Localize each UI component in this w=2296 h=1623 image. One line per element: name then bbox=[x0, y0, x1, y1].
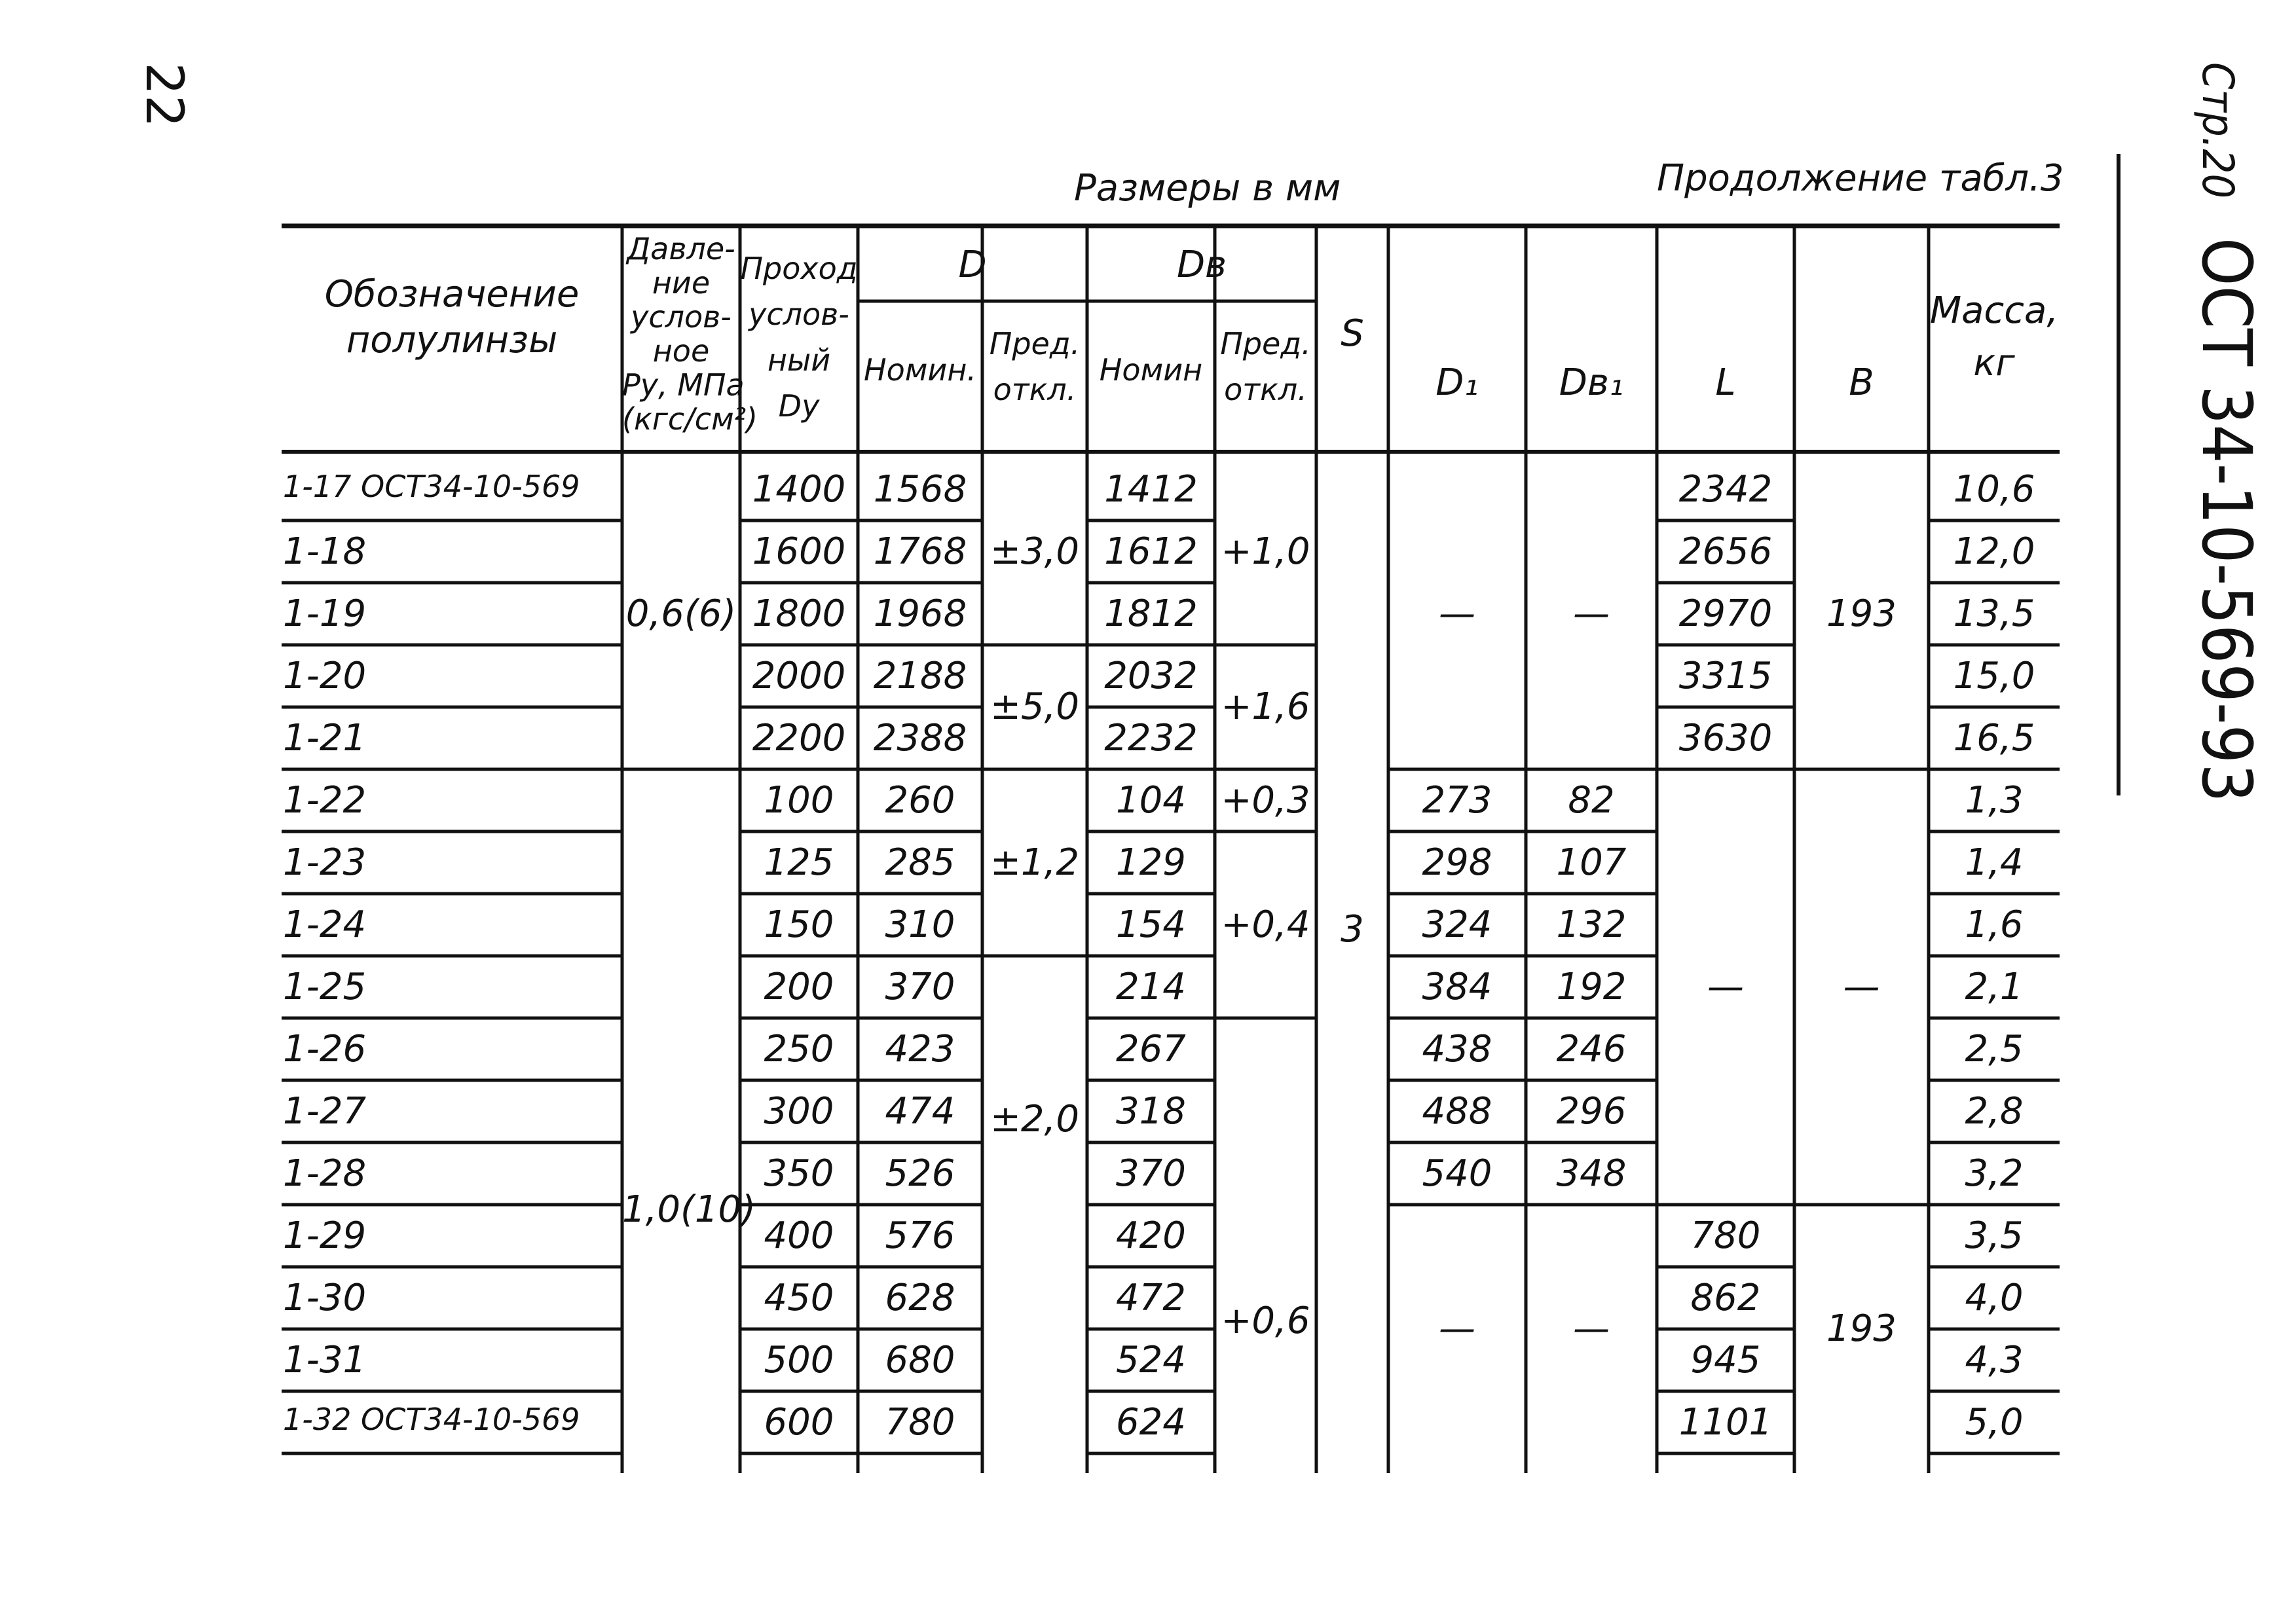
d-nominal-cell: 680 bbox=[885, 1339, 955, 1381]
db-nominal-cell: 1812 bbox=[1104, 593, 1198, 635]
passage-cell: 1400 bbox=[752, 468, 846, 511]
passage-cell: 500 bbox=[764, 1339, 834, 1381]
header-mass: Масса, bbox=[1929, 289, 2059, 332]
l-cell: 862 bbox=[1690, 1277, 1761, 1319]
header-d-nominal: Номин. bbox=[863, 352, 977, 388]
db-nominal-cell: 370 bbox=[1116, 1152, 1186, 1195]
header-designation: Обозначение bbox=[324, 273, 580, 316]
header-s: S bbox=[1341, 312, 1364, 355]
db1-cell: 132 bbox=[1556, 903, 1627, 946]
db-nominal-cell: 129 bbox=[1116, 841, 1186, 884]
mass-cell: 10,6 bbox=[1953, 468, 2035, 511]
header-designation: полулинзы bbox=[346, 319, 558, 361]
mass-cell: 15,0 bbox=[1953, 655, 2035, 697]
d-tolerance-c: ±1,2 bbox=[990, 841, 1079, 884]
passage-cell: 1800 bbox=[752, 593, 846, 635]
header-passage: Dу bbox=[778, 388, 820, 424]
header-db: Dв bbox=[1176, 244, 1227, 286]
db1-cell: 82 bbox=[1568, 779, 1615, 822]
s-merged: 3 bbox=[1341, 908, 1364, 951]
mass-cell: 1,4 bbox=[1965, 841, 2024, 884]
caption-table-continued: Продолжение табл.3 bbox=[1657, 157, 2064, 200]
db-nominal-cell: 267 bbox=[1116, 1028, 1186, 1070]
db-nominal-cell: 318 bbox=[1116, 1090, 1186, 1133]
passage-cell: 1600 bbox=[752, 530, 846, 573]
d-nominal-cell: 628 bbox=[885, 1277, 955, 1319]
mass-cell: 5,0 bbox=[1965, 1401, 2024, 1444]
d1-dash-b: — bbox=[1439, 1307, 1475, 1350]
db1-cell: 192 bbox=[1556, 966, 1627, 1008]
db-nominal-cell: 2032 bbox=[1104, 655, 1198, 697]
d1-cell: 324 bbox=[1422, 903, 1492, 946]
mass-cell: 2,5 bbox=[1965, 1028, 2024, 1070]
mass-cell: 2,1 bbox=[1965, 966, 2024, 1008]
d-nominal-cell: 526 bbox=[885, 1152, 955, 1195]
designation-cell: 1-25 bbox=[283, 966, 367, 1008]
passage-cell: 150 bbox=[764, 903, 834, 946]
l-cell: 945 bbox=[1690, 1339, 1761, 1381]
mass-cell: 2,8 bbox=[1965, 1090, 2024, 1133]
d-tolerance-a: ±3,0 bbox=[990, 530, 1079, 573]
passage-cell: 300 bbox=[764, 1090, 834, 1133]
db-nominal-cell: 624 bbox=[1116, 1401, 1186, 1444]
passage-cell: 250 bbox=[764, 1028, 834, 1070]
db-tolerance-a: +1,0 bbox=[1221, 530, 1310, 573]
designation-cell: 1-20 bbox=[283, 655, 367, 697]
header-b: B bbox=[1849, 361, 1874, 404]
designation-cell: 1-18 bbox=[283, 530, 367, 573]
caption-sizes-unit: Размеры в мм bbox=[1074, 167, 1341, 210]
header-db-nominal: Номин bbox=[1099, 352, 1203, 388]
db-tolerance-b: +1,6 bbox=[1221, 685, 1310, 728]
db-nominal-cell: 472 bbox=[1116, 1277, 1186, 1319]
d-nominal-cell: 310 bbox=[885, 903, 955, 946]
db-nominal-cell: 1612 bbox=[1104, 530, 1198, 573]
passage-cell: 200 bbox=[764, 966, 834, 1008]
designation-cell: 1-32 ОСТ34-10-569 bbox=[283, 1402, 580, 1437]
d1-dash-a: — bbox=[1439, 592, 1475, 635]
header-d-tolerance: Пред. bbox=[989, 326, 1081, 361]
d1-cell: 488 bbox=[1422, 1090, 1492, 1133]
d-nominal-cell: 260 bbox=[885, 779, 955, 822]
side-standard-number: ОСТ 34-10-569-93 bbox=[2187, 237, 2267, 803]
l-cell: 1101 bbox=[1678, 1401, 1773, 1444]
d-tolerance-d: ±2,0 bbox=[990, 1098, 1079, 1140]
mass-cell: 1,6 bbox=[1965, 903, 2024, 946]
mass-cell: 12,0 bbox=[1953, 530, 2035, 573]
d-nominal-cell: 370 bbox=[885, 966, 955, 1008]
d-nominal-cell: 2388 bbox=[873, 717, 967, 759]
designation-cell: 1-17 ОСТ34-10-569 bbox=[283, 469, 580, 504]
mass-cell: 4,0 bbox=[1965, 1277, 2024, 1319]
d-nominal-cell: 1968 bbox=[873, 593, 967, 635]
db1-cell: 348 bbox=[1556, 1152, 1627, 1195]
header-db-tolerance: откл. bbox=[1224, 372, 1307, 407]
pressure-merged-a: 0,6(6) bbox=[625, 592, 737, 635]
header-passage: Проход bbox=[740, 251, 858, 286]
db1-cell: 107 bbox=[1556, 841, 1627, 884]
l-dash: — bbox=[1707, 965, 1744, 1008]
d-nominal-cell: 1768 bbox=[873, 530, 967, 573]
l-cell: 3315 bbox=[1678, 655, 1773, 697]
header-l: L bbox=[1715, 361, 1736, 404]
db-nominal-cell: 524 bbox=[1116, 1339, 1186, 1381]
mass-cell: 1,3 bbox=[1965, 779, 2024, 822]
db-nominal-cell: 154 bbox=[1116, 903, 1186, 946]
designation-cell: 1-24 bbox=[283, 903, 367, 946]
header-pressure: Давле- bbox=[627, 231, 735, 266]
l-cell: 3630 bbox=[1678, 717, 1773, 759]
passage-cell: 125 bbox=[764, 841, 834, 884]
header-pressure: ние bbox=[652, 265, 711, 301]
header-db-tolerance: Пред. bbox=[1220, 326, 1311, 361]
passage-cell: 600 bbox=[764, 1401, 834, 1444]
header-pressure: (кгс/см²) bbox=[622, 401, 758, 437]
designation-cell: 1-31 bbox=[283, 1339, 367, 1381]
header-pressure: услов- bbox=[631, 299, 731, 335]
mass-cell: 3,5 bbox=[1965, 1214, 2024, 1257]
db-tolerance-e: +0,6 bbox=[1221, 1299, 1310, 1342]
d-nominal-cell: 2188 bbox=[873, 655, 967, 697]
designation-cell: 1-30 bbox=[283, 1277, 367, 1319]
db-nominal-cell: 1412 bbox=[1104, 468, 1198, 511]
l-cell: 780 bbox=[1690, 1214, 1761, 1257]
designation-cell: 1-28 bbox=[283, 1152, 367, 1195]
passage-cell: 450 bbox=[764, 1277, 834, 1319]
db1-cell: 246 bbox=[1556, 1028, 1627, 1070]
header-mass: кг bbox=[1973, 342, 2015, 384]
designation-cell: 1-26 bbox=[283, 1028, 367, 1070]
passage-cell: 2000 bbox=[752, 655, 846, 697]
b-merged-a: 193 bbox=[1826, 592, 1897, 635]
header-pressure: Ру, МПа bbox=[622, 367, 745, 403]
d-tolerance-b: ±5,0 bbox=[990, 685, 1079, 728]
designation-cell: 1-19 bbox=[283, 593, 367, 635]
d-nominal-cell: 1568 bbox=[873, 468, 967, 511]
l-cell: 2970 bbox=[1678, 593, 1773, 635]
db-tolerance-d: +0,4 bbox=[1221, 903, 1310, 946]
db-tolerance-c: +0,3 bbox=[1221, 778, 1310, 822]
designation-cell: 1-29 bbox=[283, 1214, 367, 1257]
d-nominal-cell: 423 bbox=[885, 1028, 955, 1070]
mass-cell: 13,5 bbox=[1953, 593, 2035, 635]
b-merged-b: 193 bbox=[1826, 1307, 1897, 1350]
d1-cell: 540 bbox=[1422, 1152, 1492, 1195]
db-nominal-cell: 2232 bbox=[1104, 717, 1198, 759]
header-passage: услов- bbox=[749, 297, 849, 332]
db-nominal-cell: 104 bbox=[1116, 779, 1186, 822]
l-cell: 2342 bbox=[1678, 468, 1773, 511]
mass-cell: 4,3 bbox=[1965, 1339, 2024, 1381]
d-nominal-cell: 576 bbox=[885, 1214, 955, 1257]
designation-cell: 1-22 bbox=[283, 779, 367, 822]
d1-cell: 438 bbox=[1422, 1028, 1492, 1070]
passage-cell: 2200 bbox=[752, 717, 846, 759]
header-db1: Dв₁ bbox=[1559, 361, 1624, 404]
passage-cell: 100 bbox=[764, 779, 834, 822]
passage-cell: 400 bbox=[764, 1214, 834, 1257]
db1-cell: 296 bbox=[1556, 1090, 1627, 1133]
db1-dash-b: — bbox=[1573, 1307, 1610, 1350]
l-cell: 2656 bbox=[1678, 530, 1773, 573]
d1-cell: 273 bbox=[1422, 779, 1492, 822]
header-d: D bbox=[958, 244, 987, 286]
header-passage: ный bbox=[767, 342, 831, 378]
designation-cell: 1-21 bbox=[283, 717, 367, 759]
db-nominal-cell: 214 bbox=[1116, 966, 1186, 1008]
designation-cell: 1-23 bbox=[283, 841, 367, 884]
side-page-ref: Стр.20 bbox=[2193, 62, 2243, 199]
b-dash: — bbox=[1843, 965, 1880, 1008]
page-number: 22 bbox=[134, 62, 193, 128]
d1-cell: 298 bbox=[1422, 841, 1492, 884]
pressure-merged-b: 1,0(10) bbox=[622, 1188, 756, 1231]
header-d-tolerance: откл. bbox=[993, 372, 1077, 407]
header-pressure: ное bbox=[652, 333, 710, 369]
db1-dash-a: — bbox=[1573, 592, 1610, 635]
mass-cell: 16,5 bbox=[1953, 717, 2035, 759]
d1-cell: 384 bbox=[1422, 966, 1492, 1008]
db-nominal-cell: 420 bbox=[1116, 1214, 1186, 1257]
passage-cell: 350 bbox=[764, 1152, 834, 1195]
mass-cell: 3,2 bbox=[1965, 1152, 2024, 1195]
d-nominal-cell: 474 bbox=[885, 1090, 955, 1133]
designation-cell: 1-27 bbox=[283, 1090, 367, 1133]
d-nominal-cell: 285 bbox=[885, 841, 955, 884]
header-d1: D₁ bbox=[1435, 361, 1479, 404]
d-nominal-cell: 780 bbox=[885, 1401, 955, 1444]
